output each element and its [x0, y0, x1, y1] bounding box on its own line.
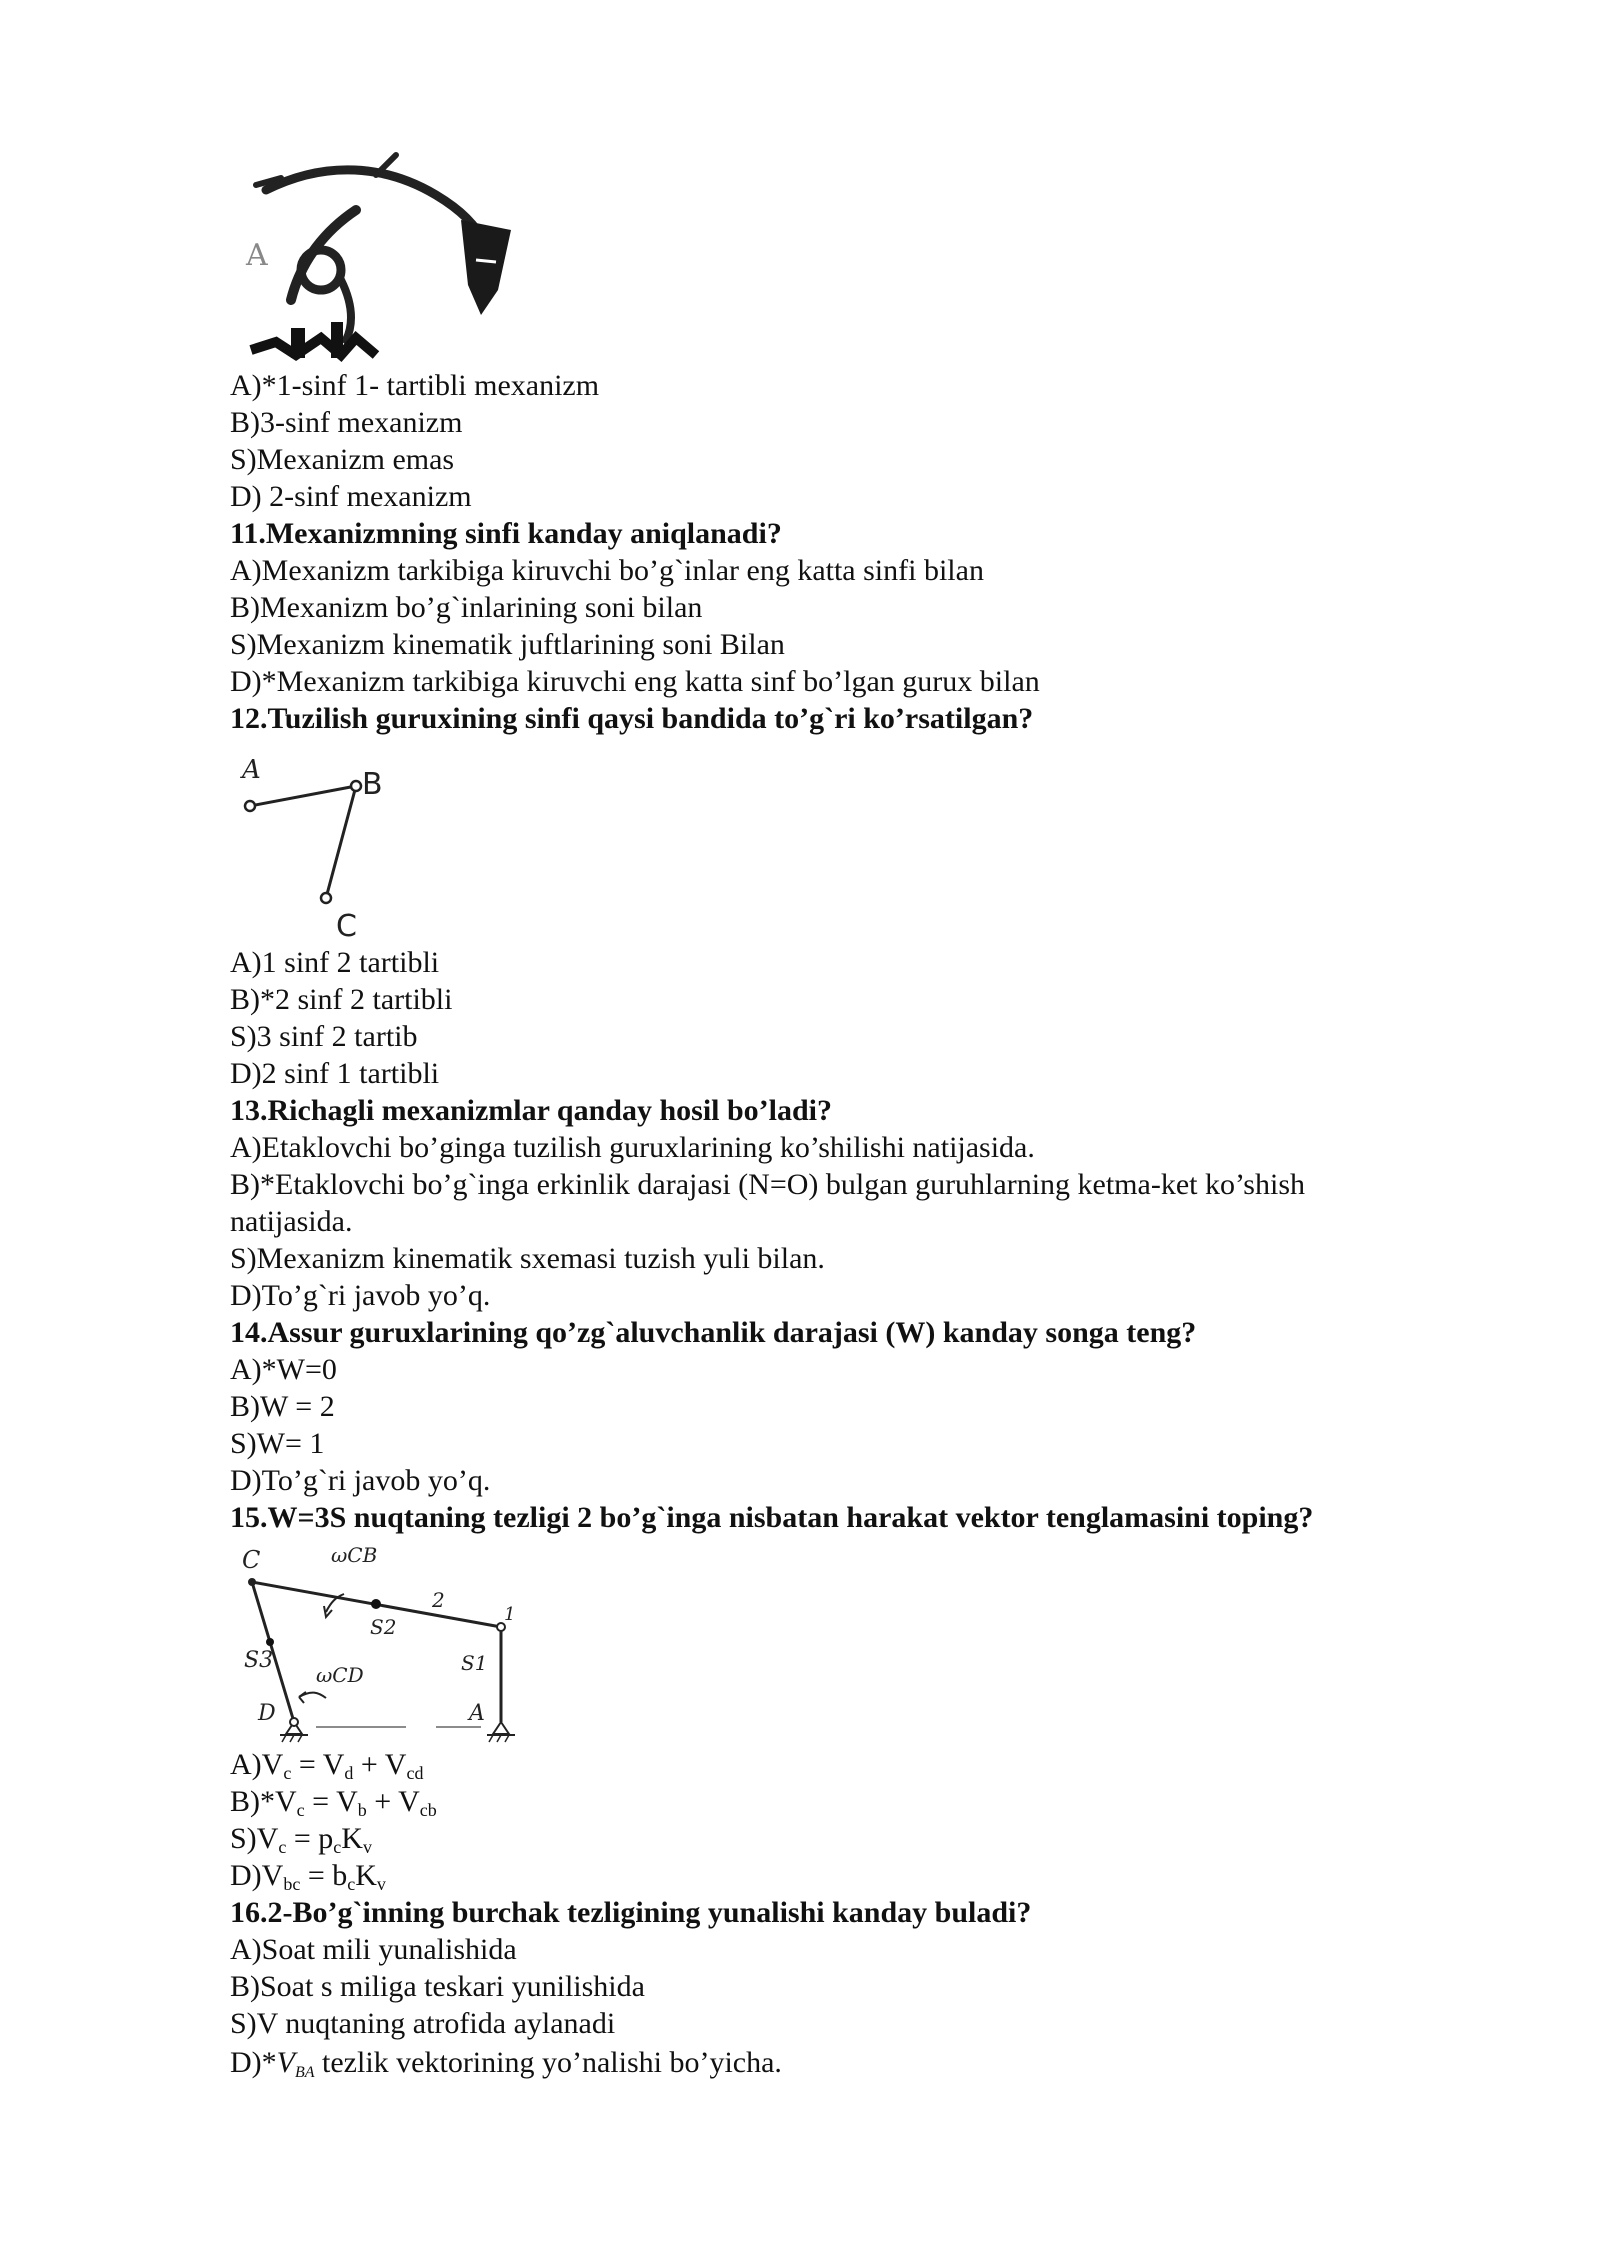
q15-figure-label-s2: S2 — [370, 1615, 397, 1639]
q15-figure-label-omega-cb: ωCB — [331, 1543, 378, 1567]
q16-option-b[interactable]: B)Soat s miliga teskari yunilishida — [230, 1970, 645, 2003]
q15-figure-label-s3: S3 — [244, 1648, 274, 1673]
q10-mechanism-figure — [236, 150, 516, 365]
q10-figure-label-a: A — [246, 238, 268, 273]
q15-option-b[interactable]: $B)*V_c = V_b + V_{cb}$ — [230, 1785, 437, 1820]
q15-figure-label-a: A — [469, 1701, 485, 1726]
q14-option-d[interactable]: D)To’g`ri javob yo’q. — [230, 1464, 491, 1497]
q15-figure-label-c: C — [242, 1546, 261, 1574]
q12-figure-label-a: A — [242, 755, 261, 785]
q14-question: 14.Assur guruxlarining qo’zg`aluvchanlik darajasi (W) kanday songa teng? — [230, 1316, 1197, 1349]
q10-option-b[interactable]: B)3-sinf mexanizm — [230, 406, 463, 439]
q15-question: 15.W=3S nuqtaning tezligi 2 bo’g`inga nisbatan harakat vektor tenglamasini toping? — [230, 1501, 1314, 1534]
q12-option-a[interactable]: A)1 sinf 2 tartibli — [230, 946, 440, 979]
q12-question: 12.Tuzilish guruxining sinfi qaysi bandida to’g`ri ko’rsatilgan? — [230, 702, 1034, 735]
q15-four-bar-linkage-figure — [236, 1542, 526, 1752]
q13-question: 13.Richagli mexanizmlar qanday hosil bo’ladi? — [230, 1094, 833, 1127]
q16-question: 16.2-Bo’g`inning burchak tezligining yunalishi kanday buladi? — [230, 1896, 1032, 1929]
q16-option-d[interactable]: $D)*V_{BA}$ tezlik vektorining yo’nalishi bo’yicha. — [230, 2046, 782, 2081]
q15-option-s[interactable]: $S)V_c = p_cK_v$ — [230, 1822, 372, 1857]
q10-option-a[interactable]: A)*1-sinf 1- tartibli mexanizm — [230, 369, 600, 402]
q11-option-a[interactable]: A)Mexanizm tarkibiga kiruvchi bo’g`inlar eng katta sinfi bilan — [230, 554, 984, 587]
q12-option-s[interactable]: S)3 sinf 2 tartib — [230, 1020, 418, 1053]
q12-figure-label-c: C — [336, 909, 357, 944]
q11-option-b[interactable]: B)Mexanizm bo’g`inlarining soni bilan — [230, 591, 703, 624]
q12-figure-label-b: B — [362, 767, 383, 802]
q12-option-d[interactable]: D)2 sinf 1 tartibli — [230, 1057, 440, 1090]
v-ba-symbol: $V_{BA}$ — [276, 2046, 315, 2081]
q10-option-d[interactable]: D) 2-sinf mexanizm — [230, 480, 472, 513]
q15-figure-label-d: D — [258, 1701, 276, 1726]
q16-option-a[interactable]: A)Soat mili yunalishida — [230, 1933, 517, 1966]
q15-figure-label-s1: S1 — [461, 1651, 488, 1675]
q15-figure-label-link-1: 1 — [504, 1604, 516, 1625]
q12-linkage-figure — [236, 748, 406, 948]
q13-option-s[interactable]: S)Mexanizm kinematik sxemasi tuzish yuli bilan. — [230, 1242, 825, 1275]
q16-option-s[interactable]: S)V nuqtaning atrofida aylanadi — [230, 2007, 616, 2040]
q15-option-a[interactable]: $A)V_c = V_d + V_{cd}$ — [230, 1748, 424, 1783]
q14-option-a[interactable]: A)*W=0 — [230, 1353, 337, 1386]
q15-figure-label-omega-cd: ωCD — [316, 1663, 364, 1687]
q11-option-s[interactable]: S)Mexanizm kinematik juftlarining soni Bilan — [230, 628, 785, 661]
q11-question: 11.Mexanizmning sinfi kanday aniqlanadi? — [230, 517, 782, 550]
q15-option-d[interactable]: $D)V_{bc} = b_cK_v$ — [230, 1859, 386, 1894]
q14-option-s[interactable]: S)W= 1 — [230, 1427, 325, 1460]
q15-figure-label-link-2: 2 — [432, 1588, 445, 1612]
q14-option-b[interactable]: B)W = 2 — [230, 1390, 335, 1423]
q13-option-a[interactable]: A)Etaklovchi bo’ginga tuzilish guruxlarining ko’shilishi natijasida. — [230, 1131, 1035, 1164]
q13-option-d[interactable]: D)To’g`ri javob yo’q. — [230, 1279, 491, 1312]
q11-option-d[interactable]: D)*Mexanizm tarkibiga kiruvchi eng katta sinf bo’lgan gurux bilan — [230, 665, 1040, 698]
q13-option-b-continued[interactable]: natijasida. — [230, 1205, 353, 1238]
q13-option-b[interactable]: B)*Etaklovchi bo’g`inga erkinlik darajasi (N=O) bulgan guruhlarning ketma-ket ko’shish — [230, 1168, 1305, 1201]
q12-option-b[interactable]: B)*2 sinf 2 tartibli — [230, 983, 453, 1016]
q10-option-s[interactable]: S)Mexanizm emas — [230, 443, 455, 476]
